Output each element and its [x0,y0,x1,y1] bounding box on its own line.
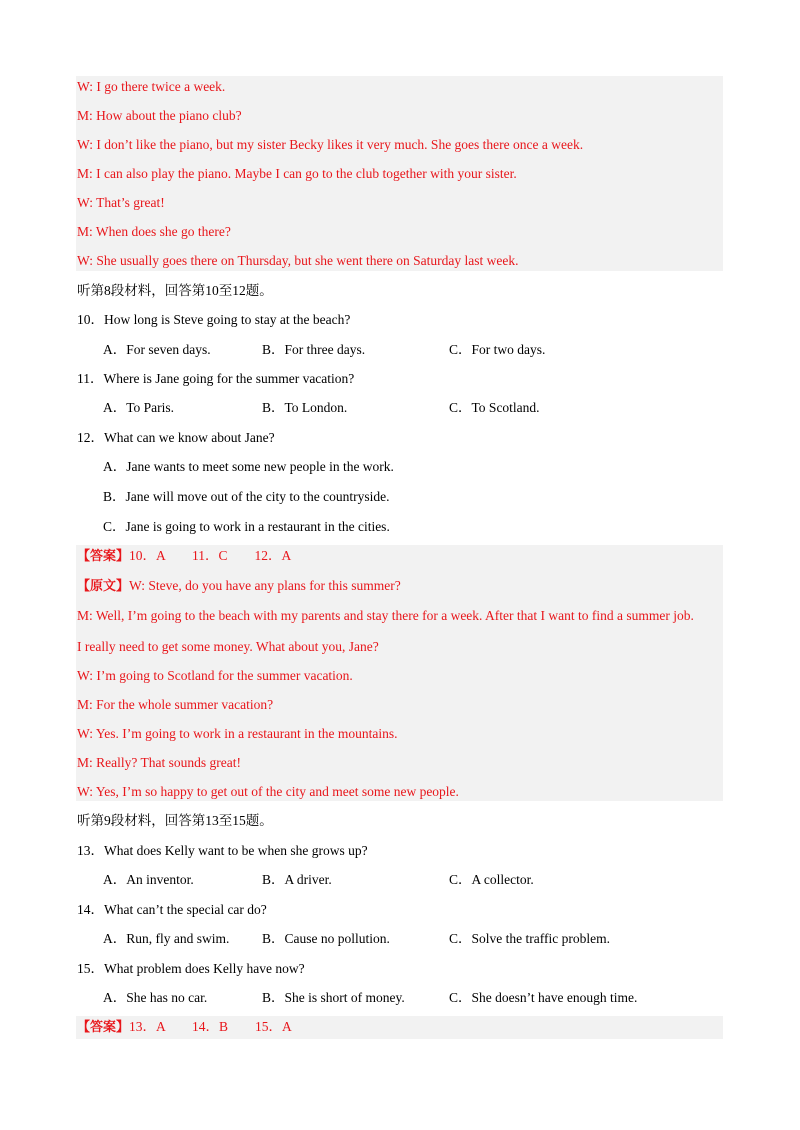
question-14-option-c: C．Solve the traffic problem. [449,931,610,946]
question-12-option-c: C．Jane is going to work in a restaurant in the cities. [103,519,390,534]
question-13-option-b: B．A driver. [262,872,332,887]
question-10-option-c: C．For two days. [449,342,546,357]
transcript-line: M: I can also play the piano. Maybe I can go to the club together with your sister. [77,166,517,181]
transcript-line: W: I’m going to Scotland for the summer vacation. [77,668,353,683]
transcript-line: W: I go there twice a week. [77,79,226,94]
transcript-line: W: I don’t like the piano, but my sister Becky likes it very much. She goes there once a week. [77,137,584,152]
transcript-line: M: For the whole summer vacation? [77,697,274,712]
question-12: 12．What can we know about Jane? [77,430,275,445]
section-9-header: 听第9段材料，回答第13至15题。 [77,813,273,828]
question-12-option-b: B．Jane will move out of the city to the countryside. [103,489,390,504]
transcript-line: W: That’s great! [77,195,165,210]
question-10-option-b: B．For three days. [262,342,366,357]
question-15-option-a: A．She has no car. [103,990,208,1005]
question-13-option-a: A．An inventor. [103,872,194,887]
question-12-option-a: A．Jane wants to meet some new people in the work. [103,459,394,474]
answer-line [77,546,291,567]
section-8-header: 听第8段材料，回答第10至12题。 [77,283,273,298]
answer-text: 10．A 11．C 12．A [129,548,292,563]
question-11: 11．Where is Jane going for the summer vacation? [77,371,355,386]
question-11-option-c: C．To Scotland. [449,400,540,415]
original-tag: 【原文】 [77,579,130,594]
question-10: 10．How long is Steve going to stay at the beach? [77,312,351,327]
question-11-option-b: B．To London. [262,400,348,415]
question-15: 15．What problem does Kelly have now? [77,961,305,976]
transcript-line: W: Yes. I’m going to work in a restaurant in the mountains. [77,726,398,741]
answer-text: 13．A 14．B 15．A [129,1019,292,1034]
question-15-option-b: B．She is short of money. [262,990,405,1005]
transcript-line: W: She usually goes there on Thursday, but she went there on Saturday last week. [77,253,519,268]
answer-tag: 【答案】 [77,1020,130,1035]
question-13: 13．What does Kelly want to be when she grows up? [77,843,368,858]
transcript-line: M: Well, I’m going to the beach with my parents and stay there for a week. After that I want to find a summer job. [77,608,694,623]
question-14: 14．What can’t the special car do? [77,902,267,917]
original-first-line: W: Steve, do you have any plans for this summer? [129,578,401,593]
question-14-option-b: B．Cause no pollution. [262,931,390,946]
question-13-option-c: C．A collector. [449,872,534,887]
transcript-line: M: When does she go there? [77,224,231,239]
transcript-line: M: How about the piano club? [77,108,242,123]
original-line [77,576,401,597]
transcript-line: M: Really? That sounds great! [77,755,241,770]
answer-tag: 【答案】 [77,549,130,564]
transcript-line: I really need to get some money. What about you, Jane? [77,639,379,654]
question-11-option-a: A．To Paris. [103,400,175,415]
question-15-option-c: C．She doesn’t have enough time. [449,990,638,1005]
question-14-option-a: A．Run, fly and swim. [103,931,230,946]
answer-line [77,1017,292,1038]
transcript-line: W: Yes, I’m so happy to get out of the city and meet some new people. [77,784,459,799]
question-10-option-a: A．For seven days. [103,342,211,357]
